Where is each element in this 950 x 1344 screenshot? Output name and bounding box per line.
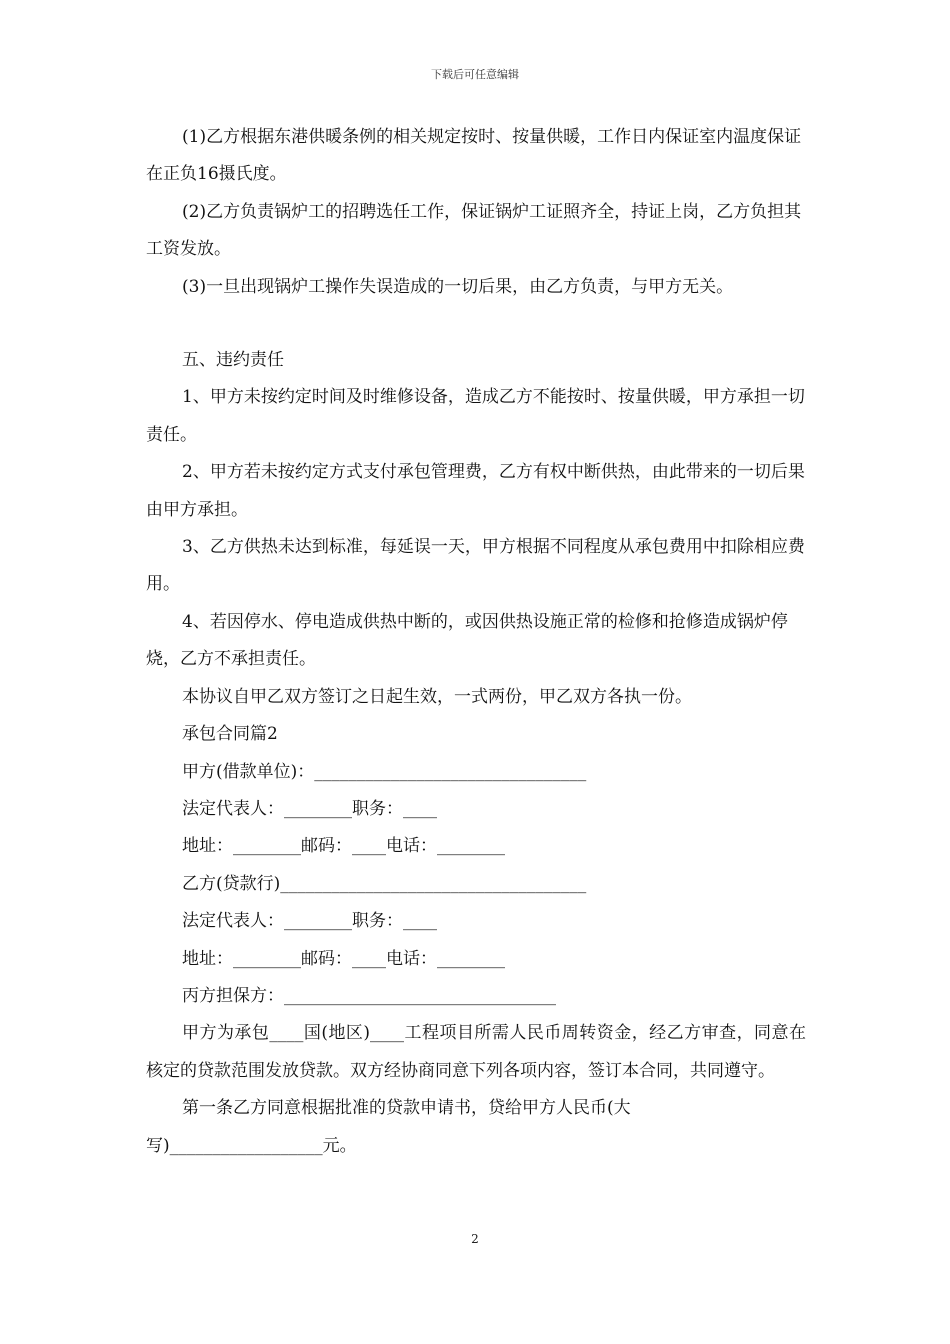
- paragraph-2: (2)乙方负责锅炉工的招聘选任工作，保证锅炉工证照齐全，持证上岗，乙方负担其工资发放。: [146, 201, 802, 260]
- paragraph-effective: 本协议自甲乙双方签订之日起生效，一式两份，甲乙双方各执一份。: [182, 686, 692, 707]
- page-number: 2: [471, 1232, 479, 1246]
- paragraph-1: (1)乙方根据东港供暖条例的相关规定按时、按量供暖，工作日内保证室内温度保证在正负16摄氏度。: [146, 127, 802, 185]
- party-b-field: 乙方(贷款行)____________________________________: [182, 873, 587, 894]
- contract-title-2: 承包合同篇2: [182, 724, 278, 745]
- party-a-field: 甲方(借款单位)：________________________________: [182, 761, 587, 782]
- paragraph-breach-1: 1、甲方未按约定时间及时维修设备，造成乙方不能按时、按量供暖，甲方承担一切责任。: [146, 387, 805, 445]
- paragraph-purpose: 甲方为承包____国(地区)____工程项目所需人民币周转资金，经乙方审查，同意在核定的贷款范围发放贷款。双方经协商同意下列各项内容，签订本合同，共同遵守。: [146, 1023, 806, 1081]
- document-body: [146, 119, 806, 1165]
- party-b-address-field: 地址：________邮码：____电话：________: [182, 948, 505, 969]
- paragraph-breach-3: 3、乙方供热未达到标准，每延误一天，甲方根据不同程度从承包费用中扣除相应费用。: [146, 537, 805, 595]
- party-b-rep-field: 法定代表人：________职务：____: [182, 911, 437, 932]
- party-c-field: 丙方担保方：________________________________: [182, 985, 556, 1006]
- page-header: 下载后可任意编辑: [431, 68, 519, 81]
- paragraph-3: (3)一旦出现锅炉工操作失误造成的一切后果，由乙方负责，与甲方无关。: [182, 276, 734, 297]
- paragraph-breach-2: 2、甲方若未按约定方式支付承包管理费，乙方有权中断供热，由此带来的一切后果由甲方承担。: [146, 462, 805, 520]
- paragraph-breach-4: 4、若因停水、停电造成供热中断的，或因供热设施正常的检修和抢修造成锅炉停烧，乙方不承担责任。: [146, 611, 788, 670]
- article-1: 第一条乙方同意根据批准的贷款申请书，贷给甲方人民币(大写)__________________元。: [146, 1098, 631, 1156]
- section-heading-breach: 五、违约责任: [182, 350, 284, 371]
- party-a-rep-field: 法定代表人：________职务：____: [182, 798, 437, 819]
- party-a-address-field: 地址：________邮码：____电话：________: [182, 836, 505, 857]
